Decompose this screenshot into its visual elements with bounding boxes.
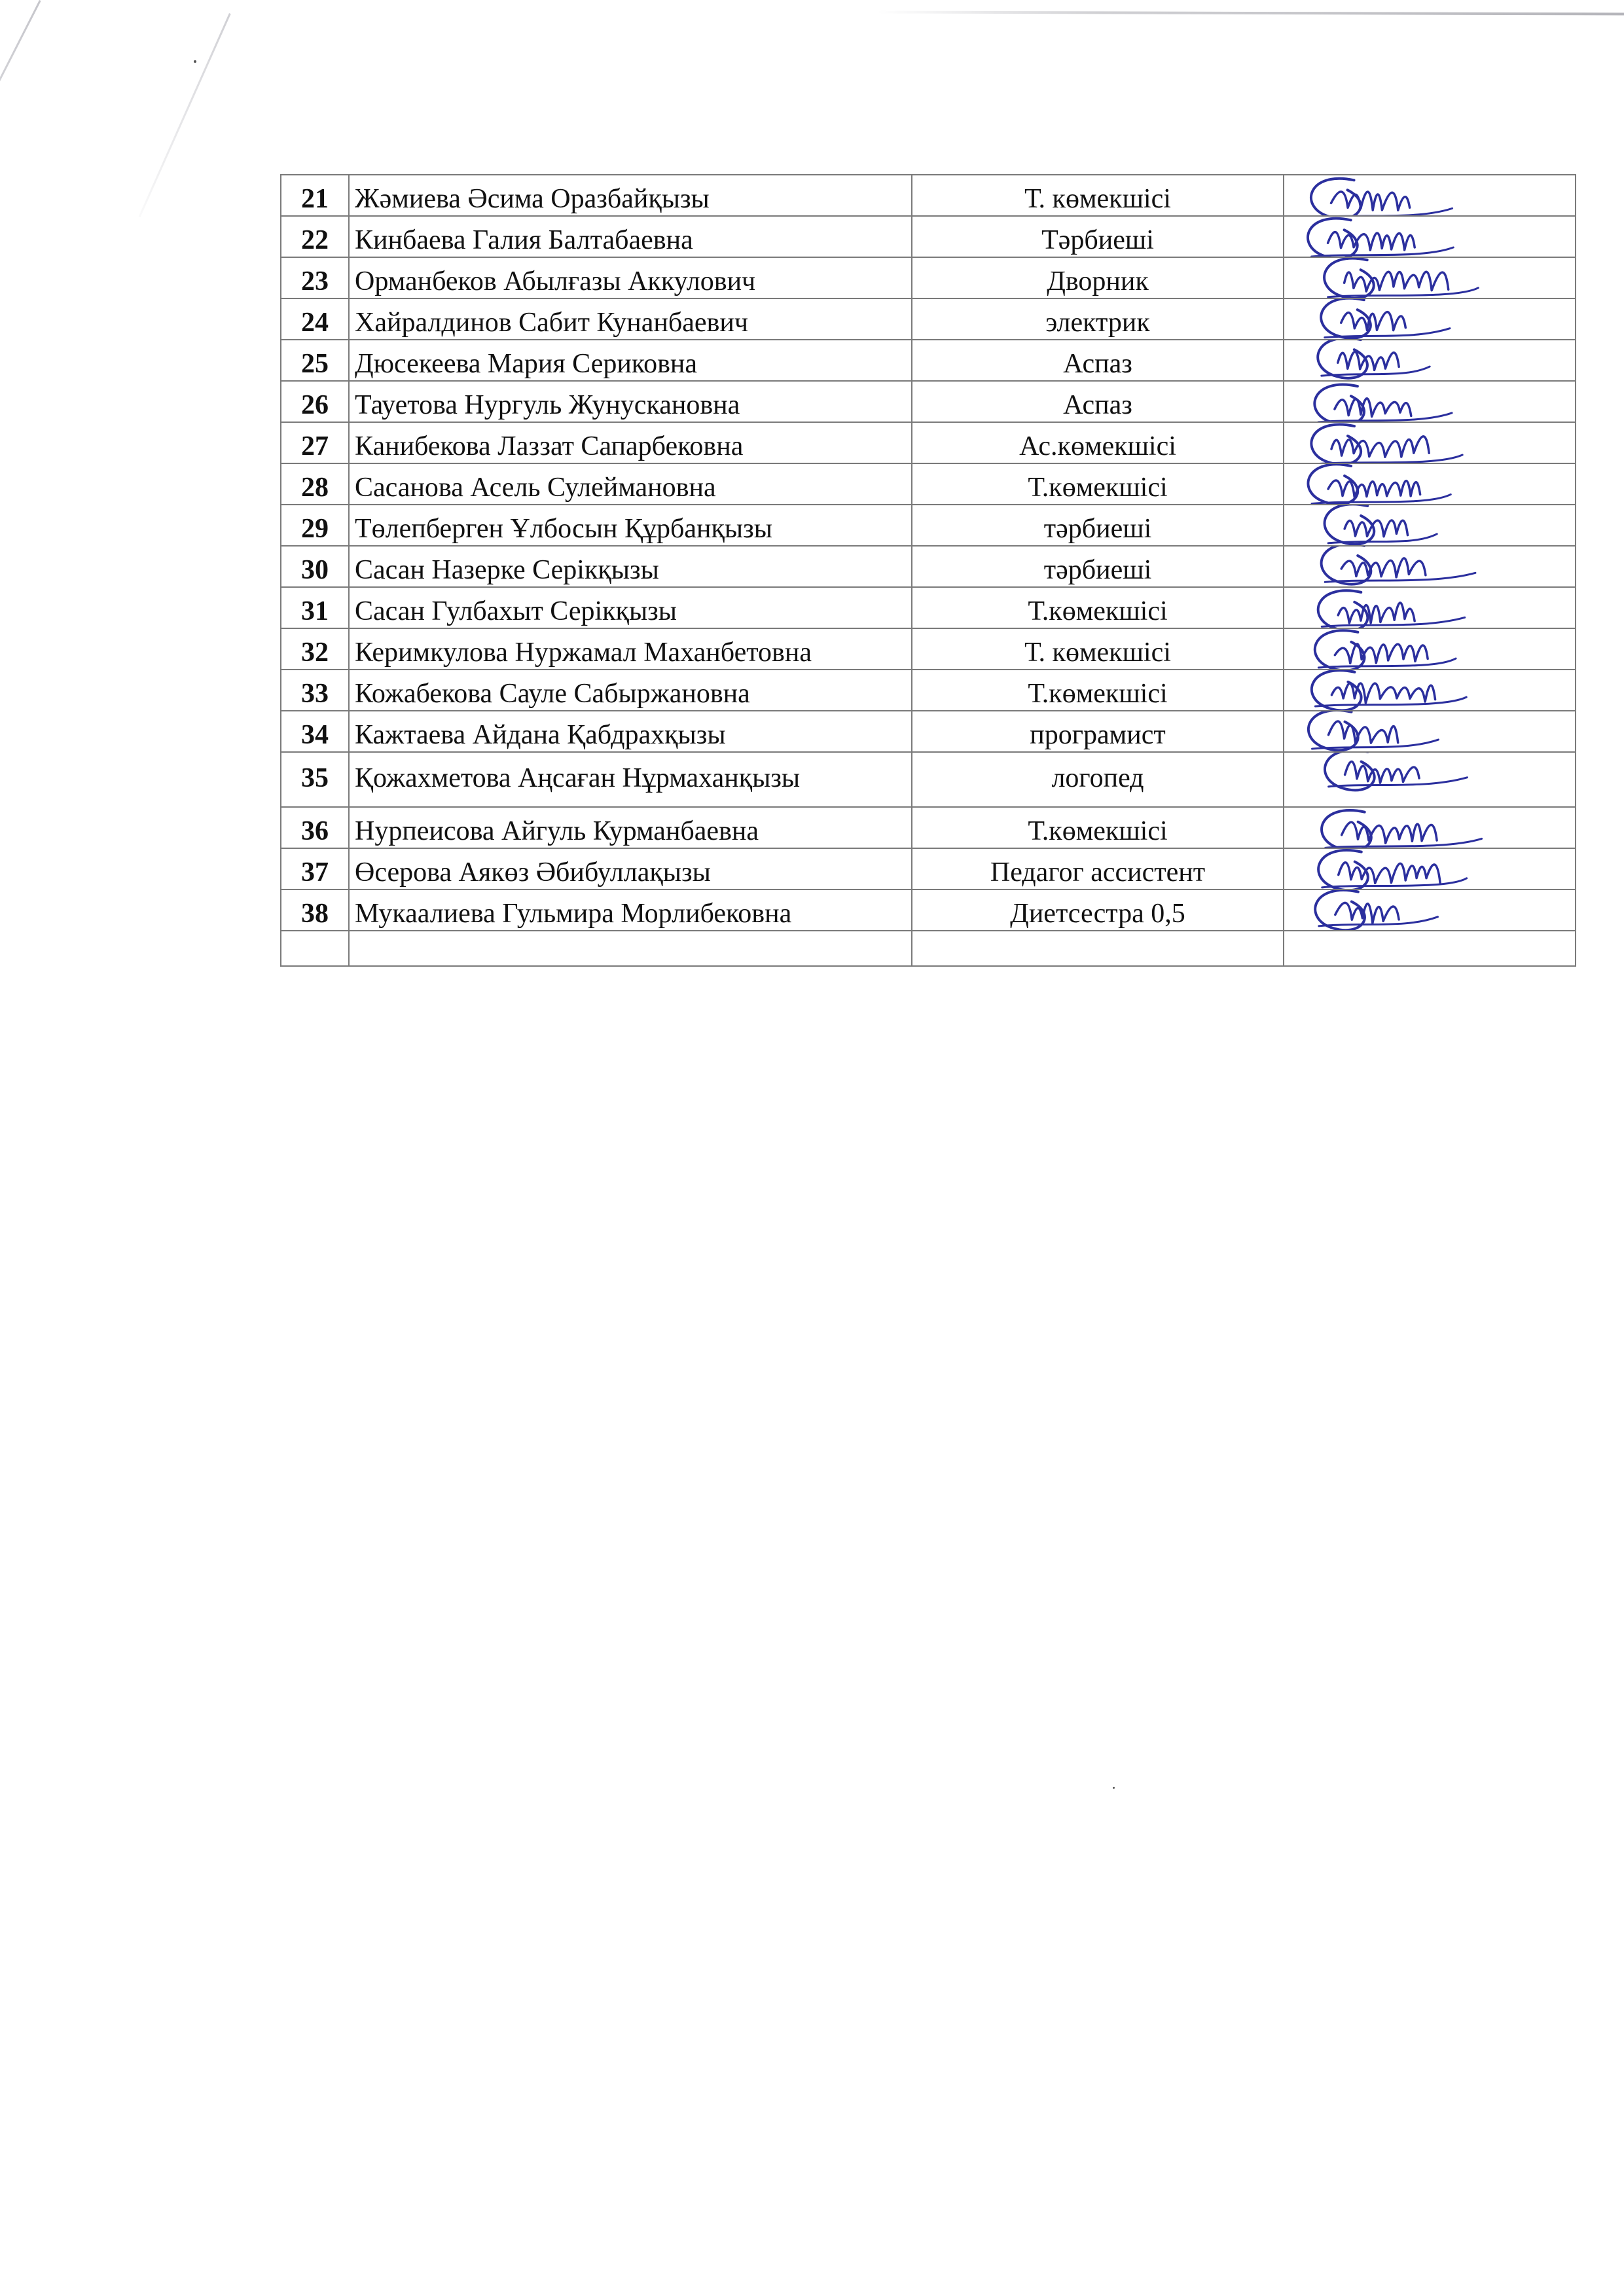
signature-cell (1284, 848, 1576, 889)
signature-cell (1284, 340, 1576, 381)
signature-cell (1284, 752, 1576, 807)
table-row (281, 422, 1576, 463)
handwritten-signature (1291, 298, 1481, 340)
row-number: 28 (281, 463, 349, 505)
scan-edge-left (0, 0, 41, 281)
row-number: 23 (281, 257, 349, 298)
signature-stroke (1329, 721, 1398, 743)
signature-stroke (1345, 762, 1419, 783)
table-row (281, 807, 1576, 848)
signature-stroke (1322, 878, 1467, 888)
handwritten-signature (1291, 340, 1481, 381)
handwritten-signature (1291, 889, 1481, 931)
table-row (281, 216, 1576, 257)
employee-position: Аспаз (912, 381, 1284, 422)
employee-position: Аспаз (912, 340, 1284, 381)
employee-position: Педагог ассистент (912, 848, 1284, 889)
employee-position (912, 931, 1284, 966)
row-number: 21 (281, 175, 349, 216)
signature-stroke (1325, 505, 1375, 545)
employee-name: Қожахметова Аңсаған Нұрмаханқызы (349, 752, 912, 807)
handwritten-signature (1291, 422, 1481, 463)
row-number: 37 (281, 848, 349, 889)
row-number: 25 (281, 340, 349, 381)
signature-stroke (1328, 232, 1415, 250)
employee-position: Т.көмекшісі (912, 670, 1284, 711)
row-number: 29 (281, 505, 349, 546)
signature-cell (1284, 505, 1576, 546)
handwritten-signature (1291, 848, 1481, 889)
signature-stroke (1342, 822, 1437, 843)
handwritten-signature (1291, 807, 1481, 848)
table-row (281, 628, 1576, 670)
employee-name: Кожабекова Сауле Сабыржановна (349, 670, 912, 711)
row-number: 27 (281, 422, 349, 463)
signature-stroke (1314, 385, 1364, 422)
employee-position: тәрбиеші (912, 505, 1284, 546)
employee-position: логопед (912, 752, 1284, 807)
employee-name: Сасан Гулбахыт Серікқызы (349, 587, 912, 628)
employee-name: Кажтаева Айдана Қабдрахқызы (349, 711, 912, 752)
employee-name: Тауетова Нургуль Жунускановна (349, 381, 912, 422)
signature-stroke (1318, 340, 1367, 378)
signature-stroke (1328, 288, 1479, 297)
employee-position: Т.көмекшісі (912, 587, 1284, 628)
scan-edge-top (877, 10, 1624, 15)
employee-position: Ас.көмекшісі (912, 422, 1284, 463)
row-number: 35 (281, 752, 349, 807)
signature-cell (1284, 422, 1576, 463)
signature-stroke (1308, 711, 1358, 750)
handwritten-signature (1291, 628, 1481, 670)
handwritten-signature (1291, 670, 1481, 711)
employee-name: Сасанова Асель Сулеймановна (349, 463, 912, 505)
employee-position: Т.көмекшісі (912, 463, 1284, 505)
signature-stroke (1318, 590, 1368, 628)
table-row (281, 546, 1576, 587)
employee-position: Тәрбиеші (912, 216, 1284, 257)
signature-stroke (1344, 272, 1449, 291)
signature-stroke (1344, 520, 1407, 537)
signature-stroke (1339, 863, 1440, 884)
table-row (281, 587, 1576, 628)
signature-stroke (1325, 329, 1450, 338)
row-number: 36 (281, 807, 349, 848)
employee-name: Дюсекеева Мария Сериковна (349, 340, 912, 381)
signature-stroke (1315, 455, 1462, 463)
table-row (281, 340, 1576, 381)
table-row (281, 298, 1576, 340)
signature-cell (1284, 546, 1576, 587)
signature-stroke (1311, 424, 1361, 463)
signature-cell (1284, 889, 1576, 931)
table-row (281, 711, 1576, 752)
table-row (281, 848, 1576, 889)
signature-stroke (1312, 740, 1439, 749)
employee-name: Канибекова Лаззат Сапарбековна (349, 422, 912, 463)
employee-name: Орманбеков Абылғазы Аккулович (349, 257, 912, 298)
employee-name: Хайралдинов Сабит Кунанбаевич (349, 298, 912, 340)
signature-stroke (1335, 903, 1399, 923)
employee-name: Төлепберген Ұлбосын Құрбанқызы (349, 505, 912, 546)
handwritten-signature (1291, 587, 1481, 628)
signature-stroke (1341, 558, 1426, 577)
table-row (281, 752, 1576, 807)
handwritten-signature (1291, 175, 1481, 216)
signature-stroke (1318, 850, 1368, 889)
table-row-empty (281, 931, 1576, 966)
signature-cell (1284, 711, 1576, 752)
signature-stroke (1308, 219, 1358, 257)
employee-position: Дворник (912, 257, 1284, 298)
signature-stroke (1341, 312, 1406, 331)
employee-name: Нурпеисова Айгуль Курманбаевна (349, 807, 912, 848)
employee-position: Т. көмекшісі (912, 175, 1284, 216)
signature-cell (1284, 628, 1576, 670)
signature-cell (1284, 381, 1576, 422)
table-row (281, 381, 1576, 422)
table-row (281, 505, 1576, 546)
signature-stroke (1312, 494, 1451, 503)
handwritten-signature (1291, 381, 1481, 422)
signature-cell (1284, 257, 1576, 298)
employee-name: Керимкулова Нуржамал Маханбетовна (349, 628, 912, 670)
signature-stroke (1338, 603, 1415, 623)
signature-stroke (1322, 546, 1371, 584)
signature-stroke (1319, 917, 1438, 926)
row-number: 24 (281, 298, 349, 340)
handwritten-signature (1291, 711, 1481, 752)
employee-position: Диетсестра 0,5 (912, 889, 1284, 931)
staff-signature-table (280, 174, 1576, 967)
handwritten-signature (1291, 257, 1481, 298)
signature-cell (1284, 463, 1576, 505)
staff-table-body (281, 175, 1576, 966)
signature-cell (1284, 670, 1576, 711)
scan-edge-left-inner (139, 13, 231, 217)
table-row (281, 257, 1576, 298)
signature-stroke (1322, 810, 1371, 848)
signature-stroke (1331, 437, 1429, 457)
row-number: 34 (281, 711, 349, 752)
table-row (281, 175, 1576, 216)
row-number: 33 (281, 670, 349, 711)
row-number (281, 931, 349, 966)
employee-name (349, 931, 912, 966)
signature-stroke (1335, 644, 1428, 663)
signature-cell (1284, 807, 1576, 848)
signature-stroke (1326, 838, 1482, 848)
table-row (281, 889, 1576, 931)
signature-stroke (1315, 697, 1466, 706)
handwritten-signature (1291, 505, 1481, 546)
signature-stroke (1329, 778, 1468, 787)
employee-position: Т.көмекшісі (912, 807, 1284, 848)
signature-stroke (1335, 399, 1411, 417)
employee-name: Сасан Назерке Серікқызы (349, 546, 912, 587)
table-row (281, 463, 1576, 505)
handwritten-signature (1291, 752, 1481, 804)
employee-name: Кинбаева Галия Балтабаевна (349, 216, 912, 257)
employee-position: програмист (912, 711, 1284, 752)
signature-cell (1284, 175, 1576, 216)
row-number: 26 (281, 381, 349, 422)
row-number: 22 (281, 216, 349, 257)
signature-stroke (1325, 573, 1475, 582)
scan-speck (1113, 1787, 1115, 1789)
row-number: 31 (281, 587, 349, 628)
handwritten-signature (1291, 463, 1481, 505)
employee-name: Мукаалиева Гульмира Морлибековна (349, 889, 912, 931)
employee-position: тәрбиеші (912, 546, 1284, 587)
signature-stroke (1308, 464, 1358, 504)
row-number: 30 (281, 546, 349, 587)
signature-stroke (1331, 683, 1435, 703)
row-number: 32 (281, 628, 349, 670)
signature-stroke (1328, 480, 1420, 497)
employee-name: Жәмиева Әсима Оразбайқызы (349, 175, 912, 216)
signature-cell (1284, 587, 1576, 628)
handwritten-signature (1291, 546, 1481, 587)
signature-cell (1284, 216, 1576, 257)
signature-stroke (1315, 208, 1453, 216)
employee-position: электрик (912, 298, 1284, 340)
employee-name: Өсерова Аякөз Әбибуллақызы (349, 848, 912, 889)
table-row (281, 670, 1576, 711)
handwritten-signature (1291, 216, 1481, 257)
signature-cell (1284, 931, 1576, 966)
employee-position: Т. көмекшісі (912, 628, 1284, 670)
row-number: 38 (281, 889, 349, 931)
scan-speck (194, 60, 196, 63)
signature-cell (1284, 298, 1576, 340)
signature-stroke (1331, 192, 1410, 210)
